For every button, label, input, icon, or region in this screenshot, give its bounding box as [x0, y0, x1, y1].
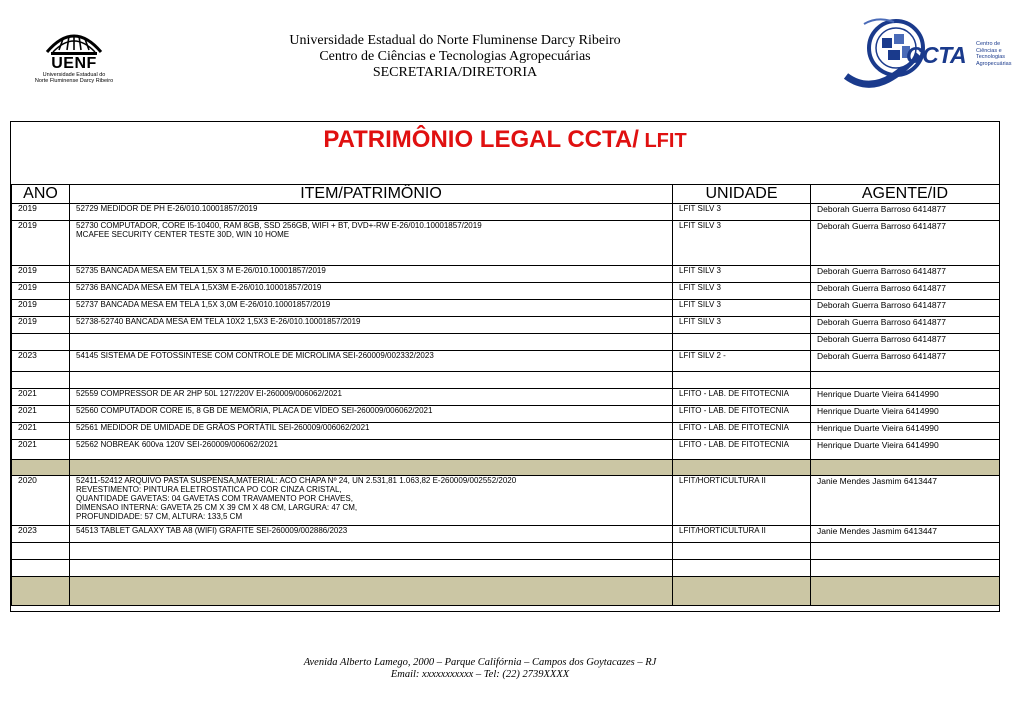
cell-year: 2019 [12, 204, 70, 221]
item-line: 52736 BANCADA MESA EM TELA 1,5X3M E-26/010.10001857/2019 [76, 283, 322, 292]
cell-year: 2020 [12, 476, 70, 526]
item-line: 52729 MEDIDOR DE PH E-26/010.10001857/2019 [76, 204, 258, 213]
cell-agent: Deborah Guerra Barroso 6414877 [811, 300, 1000, 317]
footer-contact: Email: xxxxxxxxxxx – Tel: (22) 2739XXXX [390, 669, 570, 680]
cell-agent: Henrique Duarte Vieira 6414990 [811, 440, 1000, 460]
item-line: 52738-52740 BANCADA MESA EM TELA 10X2 1,5X3 E-26/010.10001857/2019 [76, 317, 361, 326]
cell-year: 2021 [12, 423, 70, 440]
cell-year [12, 560, 70, 577]
cell-agent: Janie Mendes Jasmim 6413447 [811, 476, 1000, 526]
table-row [12, 317, 1000, 334]
cell-year: 2019 [12, 317, 70, 334]
cell-item [70, 283, 673, 300]
table-header-row [12, 185, 1000, 204]
cell-agent: Deborah Guerra Barroso 6414877 [811, 204, 1000, 221]
ccta-wordmark: CCTA [906, 42, 967, 68]
cell-unit: LFIT SILV 3 [673, 221, 811, 266]
inventory-frame [10, 121, 1000, 612]
uenf-emblem-icon [43, 26, 105, 56]
cell-agent [811, 460, 1000, 476]
cell-agent: Deborah Guerra Barroso 6414877 [811, 334, 1000, 351]
ccta-subtitle-line: Ciências e [976, 47, 1002, 54]
cell-item [70, 526, 673, 543]
cell-agent: Henrique Duarte Vieira 6414990 [811, 389, 1000, 406]
cell-year: 2021 [12, 440, 70, 460]
cell-item [70, 204, 673, 221]
cell-item [70, 317, 673, 334]
cell-unit: LFITO - LAB. DE FITOTECNIA [673, 389, 811, 406]
table-body [12, 204, 1000, 606]
table-row [12, 372, 1000, 389]
cell-agent [811, 372, 1000, 389]
table-row [12, 283, 1000, 300]
table-row [12, 406, 1000, 423]
cell-item [70, 440, 673, 460]
uenf-subtitle-2: Norte Fluminense Darcy Ribeiro [34, 78, 114, 84]
cell-item [70, 543, 673, 560]
item-line: 52559 COMPRESSOR DE AR 2HP 50L 127/220V EI-260009/006062/2021 [76, 389, 342, 398]
cell-year: 2021 [12, 389, 70, 406]
cell-unit: LFIT SILV 3 [673, 204, 811, 221]
item-line: 52562 NOBREAK 600va 120V SEI-260009/006062/2021 [76, 440, 278, 449]
cell-year: 2019 [12, 283, 70, 300]
cell-agent: Janie Mendes Jasmim 6413447 [811, 526, 1000, 543]
header-line-department: SECRETARIA/DIRETORIA [372, 65, 538, 80]
cell-year [12, 577, 70, 606]
item-line: 54145 SISTEMA DE FOTOSSINTESE COM CONTROLE DE MICROLIMA SEI-260009/002332/2023 [76, 351, 434, 360]
cell-item [70, 334, 673, 351]
header-line-center: Centro de Ciências e Tecnologias Agropecuárias [319, 49, 591, 64]
cell-year [12, 460, 70, 476]
item-line: REVESTIMENTO: PINTURA ELETROSTATICA PO COR CINZA CRISTAL, [76, 485, 342, 494]
ccta-subtitle-line: Agropecuárias [976, 60, 1012, 67]
uenf-logo [28, 26, 120, 92]
cell-unit [673, 334, 811, 351]
item-line: PROFUNDIDADE: 57 CM, ALTURA: 133,5 CM [76, 512, 243, 521]
cell-unit [673, 560, 811, 577]
table-row [12, 543, 1000, 560]
cell-year: 2023 [12, 351, 70, 372]
cell-item [70, 577, 673, 606]
title-suffix: LFIT [638, 130, 687, 152]
item-line: 54513 TABLET GALAXY TAB A8 (WIFI) GRAFITE SEI-260009/002886/2023 [76, 526, 348, 535]
item-line: MCAFEE SECURITY CENTER TESTE 30D, WIN 10 HOME [76, 230, 290, 239]
cell-item [70, 300, 673, 317]
cell-unit: LFIT/HORTICULTURA II [673, 476, 811, 526]
uenf-subtitle-1: Universidade Estadual do [42, 72, 106, 78]
cell-year: 2023 [12, 526, 70, 543]
cell-agent [811, 577, 1000, 606]
cell-unit: LFITO - LAB. DE FITOTECNIA [673, 406, 811, 423]
ccta-logo [838, 14, 1014, 96]
item-line: 52737 BANCADA MESA EM TELA 1,5X 3,0M E-26/010.10001857/2019 [76, 300, 331, 309]
cell-agent [811, 560, 1000, 577]
cell-agent: Deborah Guerra Barroso 6414877 [811, 351, 1000, 372]
cell-agent: Henrique Duarte Vieira 6414990 [811, 423, 1000, 440]
cell-item [70, 372, 673, 389]
cell-year [12, 372, 70, 389]
table-row [12, 577, 1000, 606]
item-line: 52411-52412 ARQUIVO PASTA SUSPENSA,MATERIAL: ACO CHAPA Nº 24, UN 2.531,81 1.063,82 E-260009/002552/2020 [76, 476, 517, 485]
cell-unit: LFIT SILV 2 - [673, 351, 811, 372]
cell-agent: Deborah Guerra Barroso 6414877 [811, 283, 1000, 300]
cell-unit: LFIT SILV 3 [673, 317, 811, 334]
cell-year [12, 334, 70, 351]
inventory-table [11, 184, 1000, 606]
item-line: 52735 BANCADA MESA EM TELA 1,5X 3 M E-26/010.10001857/2019 [76, 266, 326, 275]
cell-year: 2019 [12, 221, 70, 266]
cell-year: 2019 [12, 300, 70, 317]
table-row [12, 221, 1000, 266]
cell-unit [673, 372, 811, 389]
document-title [11, 125, 999, 156]
cell-year: 2021 [12, 406, 70, 423]
cell-unit: LFIT/HORTICULTURA II [673, 526, 811, 543]
ccta-subtitle [976, 41, 1016, 67]
table-row [12, 460, 1000, 476]
ccta-subtitle-line: Centro de [976, 41, 1001, 47]
item-line: DIMENSAO INTERNA: GAVETA 25 CM X 39 CM X 48 CM, LARGURA: 47 CM, [76, 503, 358, 512]
table-row [12, 351, 1000, 372]
cell-unit: LFITO - LAB. DE FITOTECNIA [673, 440, 811, 460]
cell-item [70, 460, 673, 476]
table-row [12, 389, 1000, 406]
cell-agent [811, 543, 1000, 560]
cell-item [70, 266, 673, 283]
cell-year: 2019 [12, 266, 70, 283]
table-row [12, 476, 1000, 526]
column-header-item: ITEM/PATRIMÔNIO [70, 185, 673, 204]
cell-item [70, 560, 673, 577]
table-row [12, 334, 1000, 351]
cell-agent: Deborah Guerra Barroso 6414877 [811, 221, 1000, 266]
footer [150, 657, 810, 681]
cell-unit: LFIT SILV 3 [673, 266, 811, 283]
cell-agent: Deborah Guerra Barroso 6414877 [811, 317, 1000, 334]
cell-unit [673, 460, 811, 476]
uenf-abbreviation: UENF [51, 55, 97, 72]
cell-agent: Henrique Duarte Vieira 6414990 [811, 406, 1000, 423]
table-row [12, 266, 1000, 283]
cell-agent: Deborah Guerra Barroso 6414877 [811, 266, 1000, 283]
cell-unit [673, 577, 811, 606]
cell-item [70, 221, 673, 266]
table-row [12, 440, 1000, 460]
cell-unit [673, 543, 811, 560]
cell-item [70, 423, 673, 440]
cell-year [12, 543, 70, 560]
cell-item [70, 406, 673, 423]
item-line: 52560 COMPUTADOR CORE I5, 8 GB DE MEMÓRIA, PLACA DE VÍDEO SEI-260009/006062/2021 [76, 406, 433, 415]
column-header-unit: UNIDADE [673, 185, 811, 204]
item-line: 52730 COMPUTADOR, CORE I5-10400, RAM 8GB, SSD 256GB, WIFI + BT, DVD+-RW E-26/010.10001857/2019 [76, 221, 482, 230]
footer-address: Avenida Alberto Lamego, 2000 – Parque Califórnia – Campos dos Goytacazes – RJ [303, 657, 657, 668]
cell-item [70, 476, 673, 526]
title-main: PATRIMÔNIO LEGAL CCTA/ [323, 126, 639, 153]
table-row [12, 300, 1000, 317]
table-row [12, 204, 1000, 221]
cell-item [70, 389, 673, 406]
item-line: QUANTIDADE GAVETAS: 04 GAVETAS COM TRAVAMENTO POR CHAVES, [76, 494, 353, 503]
column-header-agent: AGENTE/ID [811, 185, 1000, 204]
header-line-university: Universidade Estadual do Norte Fluminense Darcy Ribeiro [289, 33, 621, 48]
column-header-year: ANO [12, 185, 70, 204]
cell-unit: LFITO - LAB. DE FITOTECNIA [673, 423, 811, 440]
table-row [12, 423, 1000, 440]
ccta-subtitle-line: Tecnologias [976, 54, 1006, 60]
table-row [12, 526, 1000, 543]
cell-unit: LFIT SILV 3 [673, 300, 811, 317]
table-row [12, 560, 1000, 577]
cell-item [70, 351, 673, 372]
institution-header [200, 33, 710, 81]
cell-unit: LFIT SILV 3 [673, 283, 811, 300]
item-line: 52561 MEDIDOR DE UMIDADE DE GRÃOS PORTÁTIL SEI-260009/006062/2021 [76, 423, 370, 432]
